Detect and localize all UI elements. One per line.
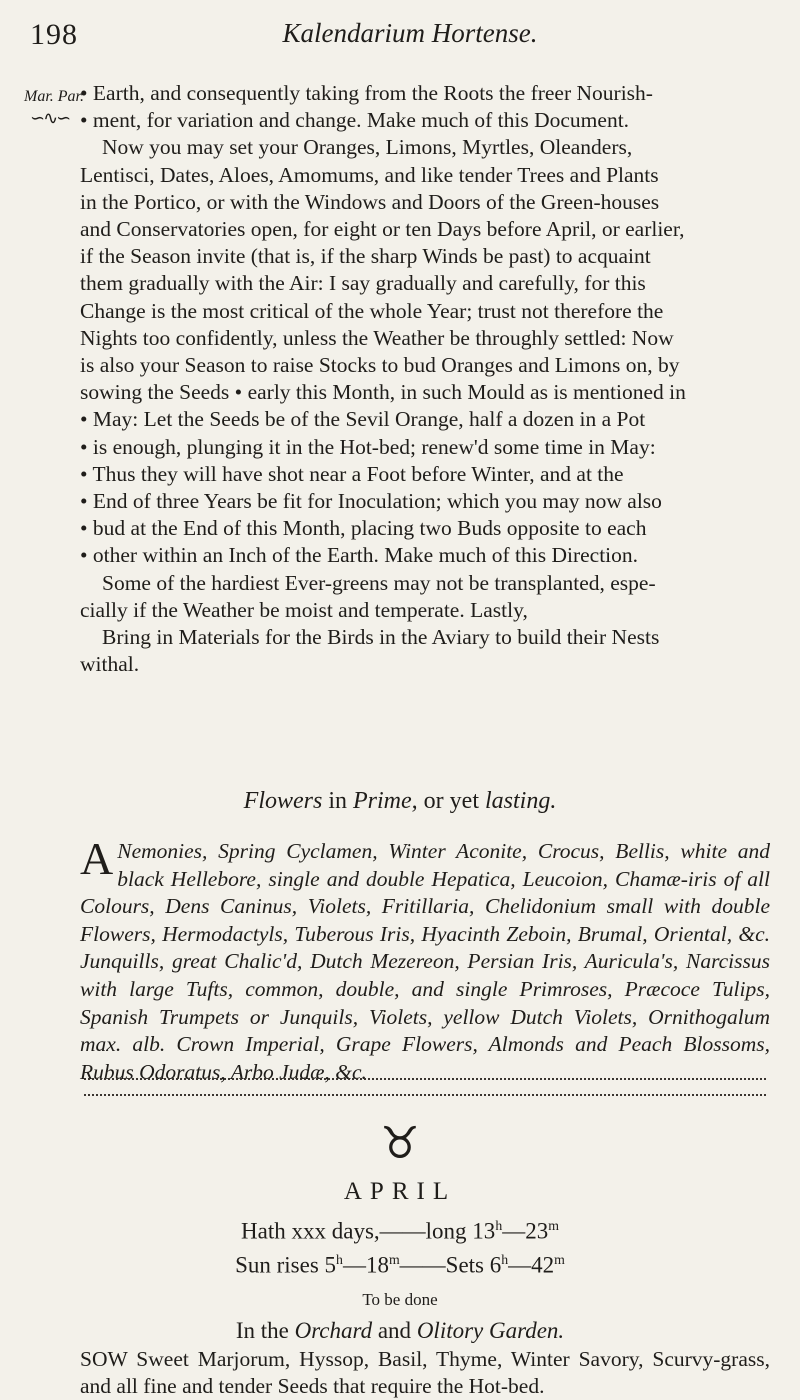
unit: h (501, 1252, 509, 1267)
heading-part: and (377, 1318, 412, 1343)
text-line: • is enough, plunging it in the Hot-bed; renew'd some time in May: (80, 434, 656, 459)
sun-text: ——Sets 6 (399, 1252, 502, 1278)
sun-times (0, 1252, 800, 1279)
heading-part: lasting. (484, 788, 557, 814)
text-line: Some of the hardiest Ever-greens may not be transplanted, espe- (102, 570, 656, 595)
day-length (0, 1218, 800, 1245)
flowers-heading (0, 788, 800, 815)
sun-text: —18 (342, 1252, 389, 1278)
text-line: Bring in Materials for the Birds in the Aviary to build their Nests (102, 625, 660, 650)
ornamental-rule (84, 1078, 766, 1096)
taurus-sign-icon: ♉ (380, 1118, 420, 1169)
heading-part: In the (235, 1318, 289, 1343)
page-number: 198 (30, 18, 78, 51)
text-line: Nights too confidently, unless the Weather be throughly settled: Now (80, 325, 674, 350)
heading-part: Flowers (243, 788, 323, 814)
sun-text: —42 (508, 1252, 555, 1278)
month-title: APRIL (343, 1178, 457, 1205)
text-line: sowing the Seeds • early this Month, in such Mould as is mentioned in (80, 380, 686, 405)
text-line: and Conservatories open, for eight or ten Days before April, or earlier, (80, 217, 685, 242)
sow-paragraph: SOW Sweet Marjorum, Hyssop, Basil, Thyme, Winter Savory, Scurvy-grass, and all fine and tender Seeds that require the Hot-bed. (80, 1347, 770, 1399)
text-line: if the Season invite (that is, if the sharp Winds be past) to acquaint (80, 244, 651, 269)
heading-part: in (328, 788, 348, 814)
running-head: Kalendarium Hortense. (282, 18, 538, 48)
to-be-done: To be done (362, 1290, 438, 1309)
text-line: • May: Let the Seeds be of the Sevil Orange, half a dozen in a Pot (80, 407, 646, 432)
drop-capital: A (80, 833, 114, 884)
unit: h (336, 1252, 343, 1267)
text-line: in the Portico, or with the Windows and Doors of the Green-houses (80, 189, 660, 214)
text-line: them gradually with the Air: I say gradually and carefully, for this (80, 271, 646, 296)
text-line: Lentisci, Dates, Aloes, Amomums, and like tender Trees and Plants (80, 162, 659, 187)
margin-note: Mar. Par. (24, 88, 85, 105)
orchard-heading (0, 1318, 800, 1344)
heading-part: Orchard (294, 1318, 373, 1343)
flower-list: Nemonies, Spring Cyclamen, Winter Aconite, Crocus, Bellis, white and black Hellebore, single and double Hepatica, Leucoion, Chamæ-iris of all Colours, Dens Caninus, Violets, Fritillaria, Chelidonium small with double Flowers, Hermodactyls, Tuberous Iris, Hyacinth Zeboin, Brumal, Oriental, &c. Junquills, great Chalic'd, Dutch Mezereon, Persian Iris, Auricula's, Narcissus with large Tufts, common, double, and single Primroses, Præcoce Tulips, Spanish Trumpets or Junquils, Violets, yellow Dutch Violets, Ornithogalum max. alb. Crown Imperial, Grape Flowers, Almonds and Peach Blossoms, Rubus Odoratus, Arbo Judæ, &c. (80, 839, 770, 1084)
text-line: • ment, for variation and change. Make much of this Document. (80, 108, 630, 133)
margin-ornament: ∽∿∽ (30, 108, 70, 128)
unit: m (548, 1218, 559, 1233)
text-line: cially if the Weather be moist and temperate. Lastly, (80, 597, 528, 622)
day-length-text: —23 (502, 1218, 549, 1244)
paragraph-march (80, 80, 770, 678)
text-line: is also your Season to raise Stocks to bud Oranges and Limons on, by (80, 353, 680, 378)
text-line: withal. (80, 652, 140, 677)
day-length-text: Hath xxx days,——long 13 (241, 1218, 496, 1244)
sun-text: Sun rises 5 (235, 1252, 337, 1278)
text-line: Change is the most critical of the whole Year; trust not therefore the (80, 298, 664, 323)
unit: h (495, 1218, 503, 1233)
text-line: • Thus they will have shot near a Foot before Winter, and at the (80, 461, 624, 486)
text-line: Now you may set your Oranges, Limons, Myrtles, Oleanders, (102, 135, 633, 160)
paragraph-flowers (80, 833, 770, 1086)
text-line: • bud at the End of this Month, placing two Buds opposite to each (80, 516, 647, 541)
text-line: • End of three Years be fit for Inoculation; which you may now also (80, 489, 662, 514)
heading-part: or yet (423, 788, 479, 814)
unit: m (388, 1252, 400, 1267)
text-line: • Earth, and consequently taking from the Roots the freer Nourish- (80, 81, 653, 105)
heading-part: Olitory Garden. (416, 1318, 565, 1343)
unit: m (554, 1252, 565, 1267)
heading-part: Prime, (353, 788, 418, 814)
text-line: • other within an Inch of the Earth. Make much of this Direction. (80, 543, 639, 568)
